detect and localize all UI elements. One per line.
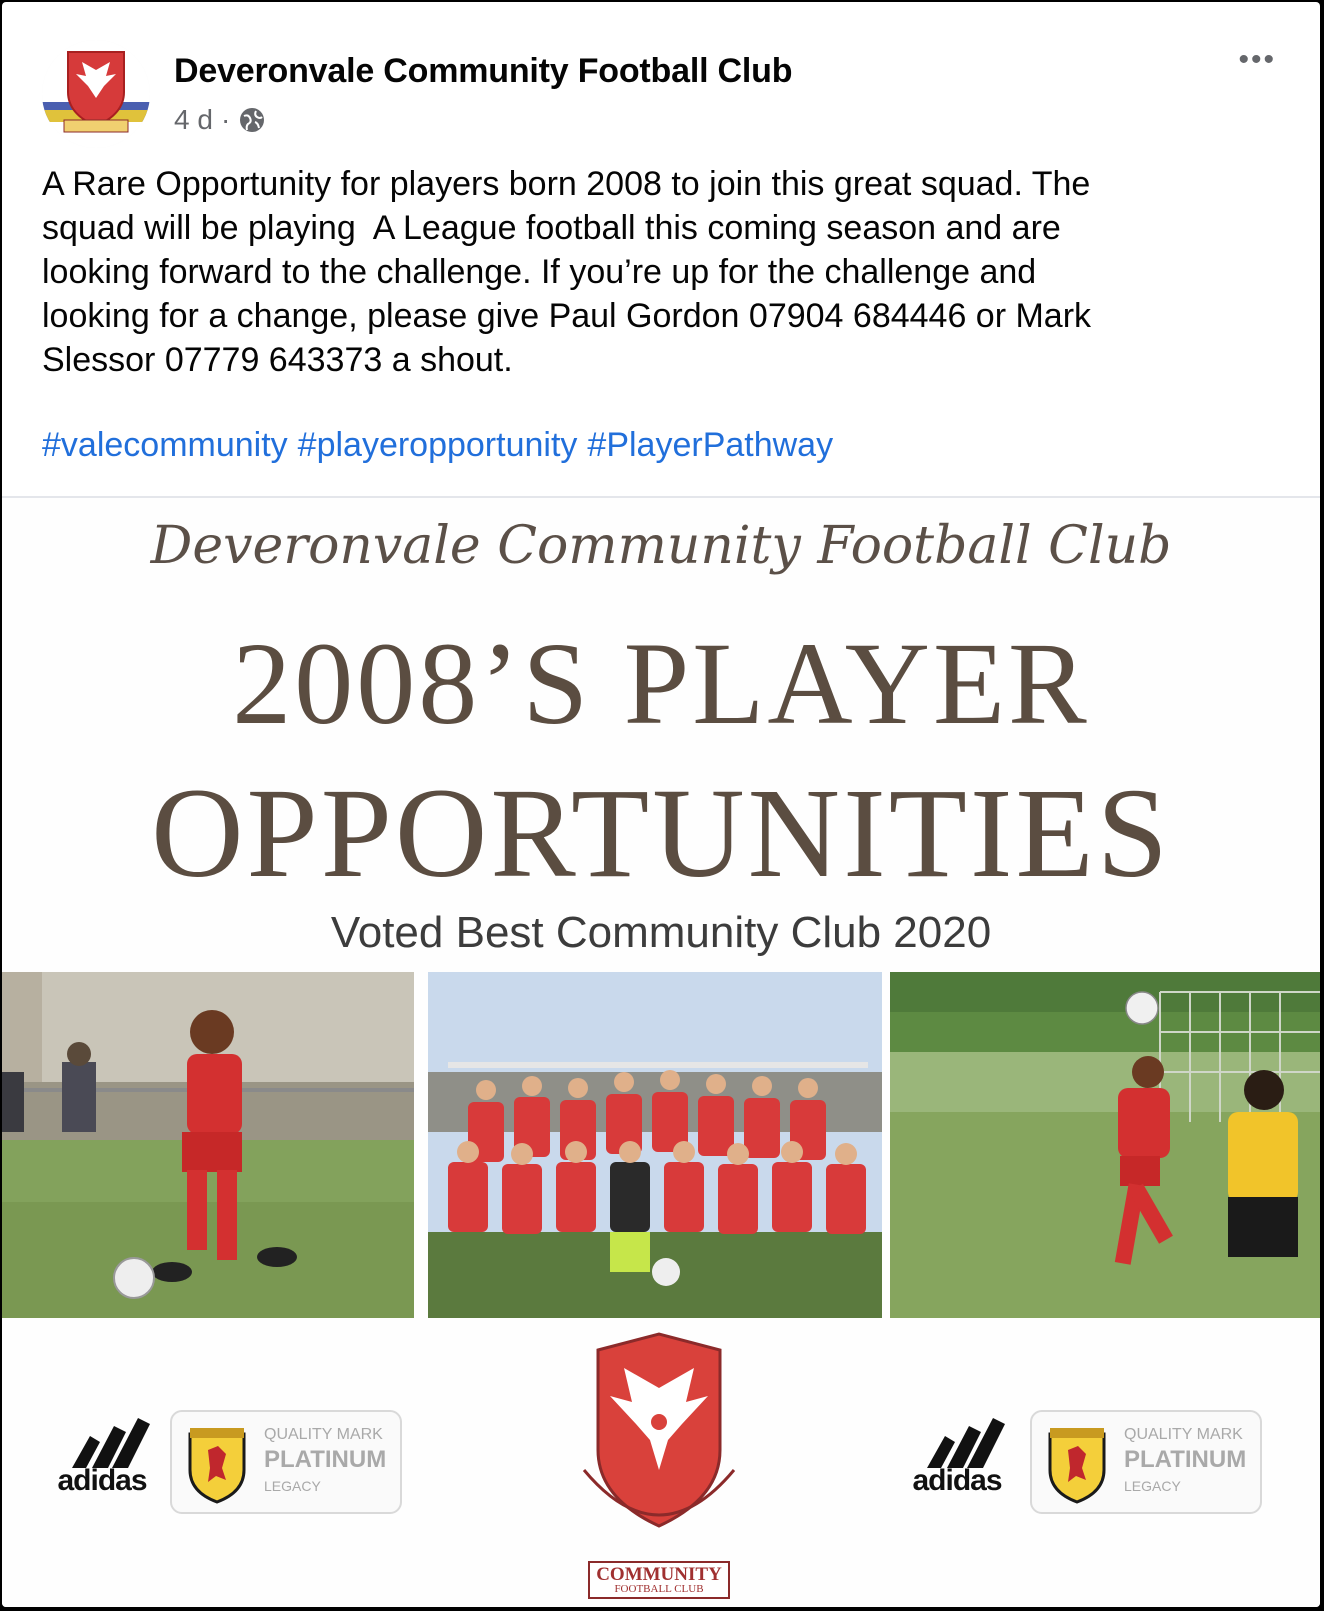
quality-mark-badge (170, 1410, 402, 1514)
club-crest-icon (42, 40, 150, 148)
badge-line2: PLATINUM (264, 1446, 387, 1473)
hashtag-link[interactable]: #playeropportunity (297, 426, 578, 464)
adidas-logo (42, 1418, 162, 1498)
adidas-logo (897, 1418, 1017, 1498)
post-time[interactable]: 4 d (174, 104, 213, 135)
meta-separator: · (220, 104, 231, 135)
team-squad-photo (428, 972, 882, 1318)
adidas-wordmark: adidas (57, 1464, 147, 1497)
page-name[interactable]: Deveronvale Community Football Club (174, 52, 793, 90)
quality-mark-badge (1030, 1410, 1262, 1514)
badge-line2: PLATINUM (1124, 1446, 1247, 1473)
flyer-title-line2: OPPORTUNITIES (151, 762, 1171, 904)
hashtag-link[interactable]: #PlayerPathway (587, 426, 834, 464)
badge-line3: LEGACY (264, 1478, 321, 1494)
badge-line1: QUALITY MARK (264, 1426, 383, 1443)
flyer-title-line1: 2008’S PLAYER (232, 618, 1090, 749)
scottish-fa-shield-icon (1046, 1424, 1108, 1504)
post-card (2, 2, 1320, 1607)
badge-line1: QUALITY MARK (1124, 1426, 1243, 1443)
crest-line2: FOOTBALL CLUB (614, 1583, 704, 1595)
adidas-wordmark: adidas (912, 1464, 1002, 1497)
flyer-club-name: Deveronvale Community Football Club (150, 516, 1172, 576)
crest-banner (588, 1561, 730, 1599)
page-avatar[interactable] (42, 40, 150, 148)
player-volley-photo (890, 972, 1320, 1318)
scottish-fa-shield-icon (186, 1424, 248, 1504)
crest-line1: COMMUNITY (596, 1564, 722, 1585)
club-crest-logo (574, 1330, 744, 1605)
player-dribbling-photo (2, 972, 414, 1318)
hashtag-list (42, 426, 833, 465)
post-meta (174, 104, 266, 136)
globe-icon (238, 106, 266, 134)
ellipsis-icon[interactable]: ••• (1238, 43, 1276, 76)
post-header (2, 2, 1320, 142)
flyer-tagline: Voted Best Community Club 2020 (330, 908, 992, 957)
hashtag-link[interactable]: #valecommunity (42, 426, 288, 464)
flyer-image[interactable] (2, 498, 1320, 1607)
post-body: A Rare Opportunity for players born 2008 to join this great squad. The squad will be playing A League football this coming season and are looking forward to the challenge. If you’re up for the challenge and looking for a change, please give Paul Gordon 07904 684446 or Mark Slessor 07779 643373 a shout. (42, 165, 1092, 379)
badge-line3: LEGACY (1124, 1478, 1181, 1494)
